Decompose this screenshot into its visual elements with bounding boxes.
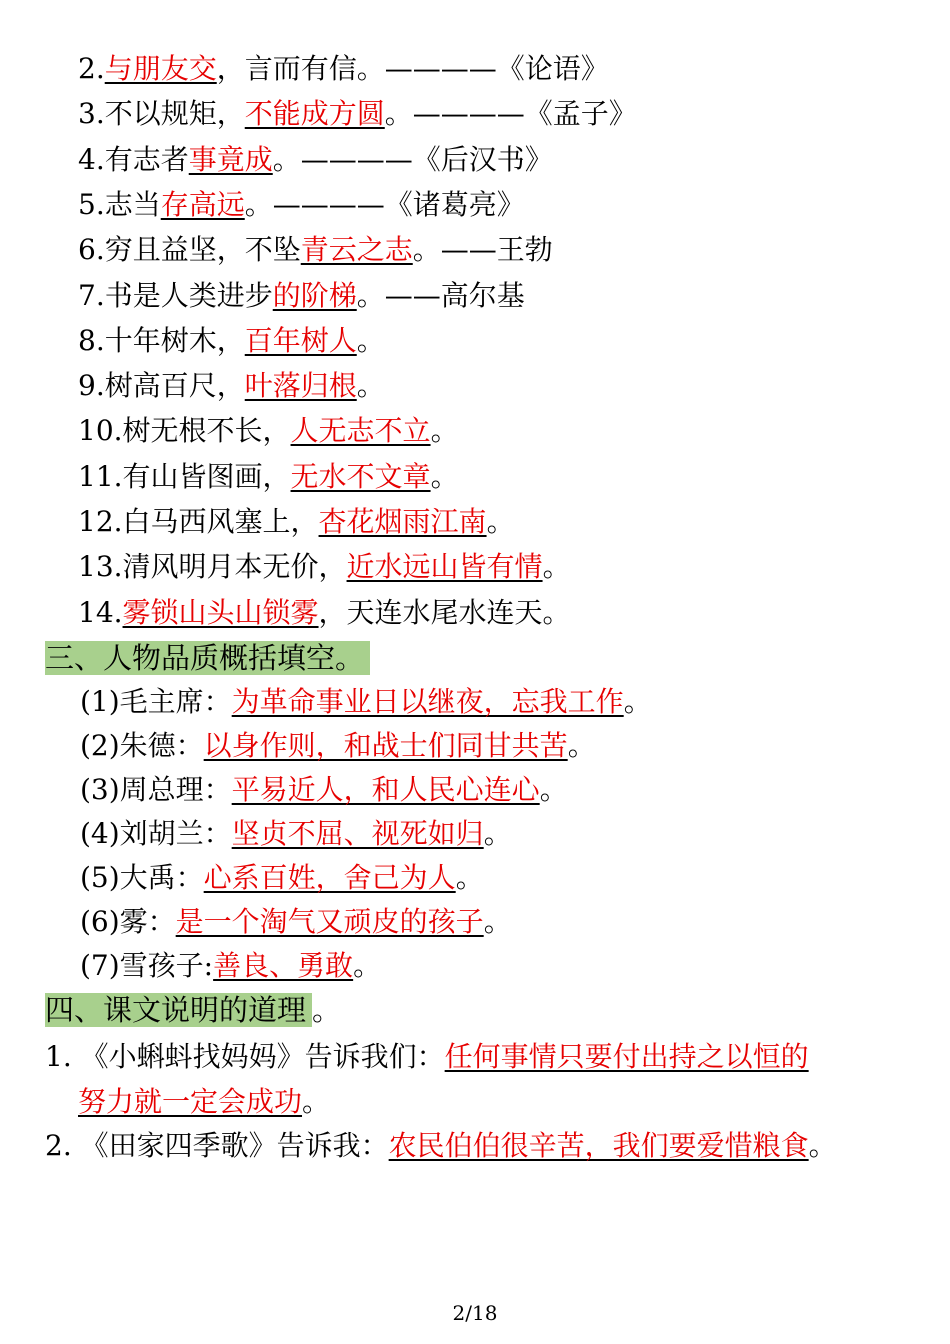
character-quality-answer: 以身作则，和战士们同甘共苦 [203, 729, 568, 762]
proverb-number: 2. [78, 52, 105, 85]
proverb-line [78, 548, 571, 586]
proverb-number: 12. [78, 505, 123, 538]
proverb-answer: 的阶梯 [272, 278, 357, 312]
proverb-answer: 无水不文章 [290, 459, 431, 493]
proverb-line [78, 412, 459, 450]
proverb-line [78, 186, 525, 224]
lesson-end: 。 [808, 1129, 837, 1162]
character-quality-item [80, 859, 484, 897]
proverb-answer: 百年树人 [244, 323, 357, 357]
proverb-text-after: 。——王勃 [412, 233, 553, 267]
proverb-text-after: ，天连水尾水连天。 [318, 595, 571, 629]
proverb-text-after: 。 [356, 369, 385, 403]
lesson-answer: 任何事情只要付出持之以恒的 [444, 1040, 809, 1073]
lesson-answer: 农民伯伯很辛苦，我们要爱惜粮食 [388, 1129, 809, 1162]
proverb-number: 9. [78, 369, 105, 403]
proverb-number: 8. [78, 323, 105, 357]
character-quality-answer: 是一个淘气又顽皮的孩子 [175, 905, 484, 938]
character-quality-item [80, 815, 512, 853]
proverb-text-after: 。 [542, 550, 571, 584]
page-number: 2/18 [452, 1301, 498, 1325]
proverb-number: 3. [78, 97, 105, 131]
character-quality-answer: 坚贞不屈、视死如归 [231, 817, 484, 850]
character-quality-end: 。 [353, 949, 382, 982]
proverb-answer: 青云之志 [300, 233, 413, 267]
character-quality-answer: 平易近人，和人民心连心 [231, 773, 540, 806]
character-label: (1)毛主席： [80, 685, 232, 718]
character-quality-end: 。 [539, 773, 568, 806]
proverb-text-after: 。————《孟子》 [384, 97, 637, 131]
proverb-answer: 存高远 [160, 187, 245, 221]
proverb-number: 4. [78, 142, 105, 176]
character-quality-end: 。 [455, 861, 484, 894]
proverb-line [78, 322, 385, 360]
proverb-text-after: 。 [486, 505, 515, 538]
proverb-line [78, 367, 385, 405]
proverb-text-before: 书是人类进步 [104, 278, 273, 312]
proverb-answer: 雾锁山头山锁雾 [122, 595, 319, 629]
lesson-text: 《田家四季歌》告诉我： [80, 1129, 389, 1162]
proverb-number: 11. [78, 459, 123, 493]
character-label: (5)大禹： [80, 861, 204, 894]
proverb-text-after: 。 [430, 459, 459, 493]
lesson-number: 2. [45, 1129, 72, 1162]
character-label: (7)雪孩子: [80, 949, 214, 982]
proverb-answer: 近水远山皆有情 [346, 550, 543, 584]
proverb-text-before: 十年树木， [104, 323, 245, 357]
section-3-title: 三、人物品质概括填空。 [45, 641, 370, 675]
character-label: (4)刘胡兰： [80, 817, 232, 850]
character-quality-end: 。 [567, 729, 596, 762]
proverb-answer: 事竟成 [188, 142, 273, 176]
proverb-text-after: 。——高尔基 [356, 278, 525, 312]
proverb-answer: 杏花烟雨江南 [318, 505, 487, 538]
proverb-number: 5. [78, 187, 105, 221]
proverb-text-after: 。 [430, 414, 459, 448]
proverb-text-before: 穷且益坚，不坠 [104, 233, 301, 267]
proverb-number: 14. [78, 595, 123, 629]
character-label: (2)朱德： [80, 729, 204, 762]
proverb-text-before: 有山皆图画， [122, 459, 291, 493]
character-quality-answer: 善良、勇敢 [213, 949, 354, 982]
proverb-number: 10. [78, 414, 123, 448]
lesson-text: 《小蝌蚪找妈妈》告诉我们： [80, 1040, 445, 1073]
character-quality-item [80, 903, 512, 941]
proverb-text-before: 树高百尺， [104, 369, 245, 403]
character-quality-item [80, 947, 381, 985]
proverb-text-after: 。————《诸葛亮》 [244, 187, 525, 221]
lesson-answer-continued: 努力就一定会成功 [78, 1085, 303, 1118]
proverb-text-after: 。————《后汉书》 [272, 142, 553, 176]
character-quality-item [80, 727, 596, 765]
character-quality-answer: 心系百姓，舍己为人 [203, 861, 456, 894]
proverb-answer: 叶落归根 [244, 369, 357, 403]
proverb-line [78, 458, 459, 496]
proverb-number: 13. [78, 550, 123, 584]
proverb-answer: 不能成方圆 [244, 97, 385, 131]
proverb-text-before: 清风明月本无价， [122, 550, 347, 584]
proverb-line [78, 231, 553, 269]
character-label: (3)周总理： [80, 773, 232, 806]
proverb-line [78, 141, 553, 179]
character-quality-item [80, 771, 568, 809]
proverb-text-after: 。 [356, 323, 385, 357]
lesson-end: 。 [302, 1085, 331, 1118]
section-4-title: 四、课文说明的道理 [45, 993, 312, 1027]
character-quality-end: 。 [483, 905, 512, 938]
section-4-heading [45, 990, 341, 1030]
character-quality-end: 。 [623, 685, 652, 718]
proverb-text-before: 白马西风塞上， [122, 505, 319, 538]
character-label: (6)雾： [80, 905, 176, 938]
proverb-number: 7. [78, 278, 105, 312]
proverb-text-before: 有志者 [104, 142, 189, 176]
proverb-line [78, 503, 515, 541]
lesson-item-2 [45, 1127, 837, 1165]
lesson-number: 1. [45, 1040, 72, 1073]
section-3-heading [45, 638, 370, 678]
proverb-text-before: 树无根不长， [122, 414, 291, 448]
character-quality-end: 。 [483, 817, 512, 850]
proverb-number: 6. [78, 233, 105, 267]
lesson-item-1-continued [78, 1083, 330, 1121]
section-4-title-tail: 。 [312, 993, 342, 1027]
proverb-text-before: 不以规矩， [104, 97, 245, 131]
proverb-line [78, 50, 609, 88]
proverb-answer: 与朋友交 [104, 52, 217, 85]
proverb-answer: 人无志不立 [290, 414, 431, 448]
character-quality-item [80, 683, 652, 721]
proverb-line [78, 95, 637, 133]
lesson-item-1 [45, 1038, 809, 1076]
proverb-text-before: 志当 [104, 187, 161, 221]
proverb-line [78, 277, 525, 315]
proverb-line [78, 594, 571, 632]
character-quality-answer: 为革命事业日以继夜，忘我工作 [231, 685, 624, 718]
proverb-text-after: ，言而有信。————《论语》 [216, 52, 609, 85]
